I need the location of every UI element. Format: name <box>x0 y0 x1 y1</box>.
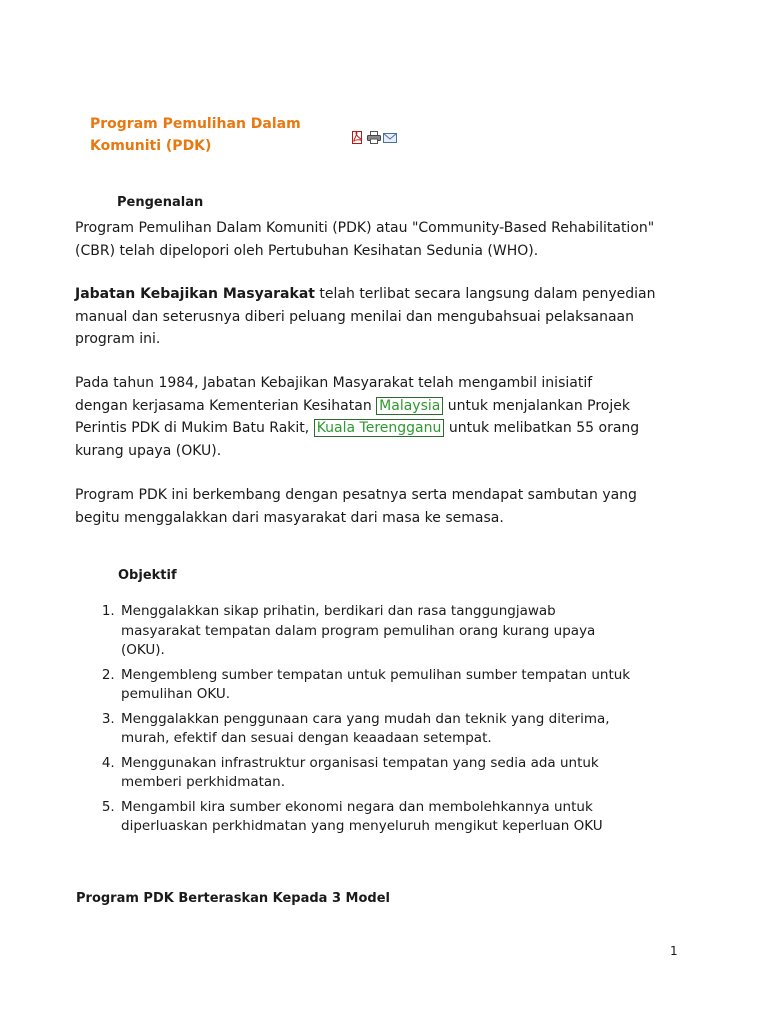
text-span: telah terlibat secara langsung dalam penyedian <box>314 286 656 302</box>
text-line: pemulihan OKU. <box>121 686 231 702</box>
objectives-list <box>75 602 739 842</box>
link-kuala-terengganu[interactable]: Kuala Terengganu <box>314 419 445 437</box>
email-icon[interactable] <box>383 129 396 142</box>
paragraph-history <box>75 372 685 462</box>
page-title <box>90 113 320 157</box>
text-line: 1. Menggalakkan sikap prihatin, berdikari dan rasa tanggungjawab <box>121 603 556 619</box>
section-heading-pengenalan: Pengenalan <box>117 195 204 210</box>
text-line: kurang upaya (OKU). <box>75 442 222 459</box>
text-line <box>75 417 685 440</box>
page-number: 1 <box>670 944 678 958</box>
text-line: 2. Mengembleng sumber tempatan untuk pemulihan sumber tempatan untuk <box>121 666 631 683</box>
text-line: masyarakat tempatan dalam program pemulihan orang kurang upaya <box>121 622 596 639</box>
text-line: (CBR) telah dipelopori oleh Pertubuhan Kesihatan Sedunia (WHO). <box>75 242 539 259</box>
print-icon[interactable] <box>367 129 380 142</box>
title-line-2: Komuniti (PDK) <box>90 138 212 154</box>
text-line: 3. Menggalakkan penggunaan cara yang mudah dan teknik yang diterima, <box>121 710 610 727</box>
text-line: (OKU). <box>121 642 165 658</box>
pdf-icon[interactable] <box>351 129 364 142</box>
text-line: diperluaskan perkhidmatan yang menyeluruh mengikut keperluan OKU <box>121 818 603 834</box>
list-item <box>119 602 739 661</box>
text-span: Perintis PDK di Mukim Batu Rakit, <box>75 420 314 436</box>
list-item <box>119 754 739 793</box>
text-line: memberi perkhidmatan. <box>121 774 286 790</box>
section-heading-objektif: Objektif <box>118 568 177 583</box>
paragraph-intro <box>75 217 685 262</box>
list-item <box>119 666 739 705</box>
list-item <box>119 798 739 837</box>
text-line: 5. Mengambil kira sumber ekonomi negara dan membolehkannya untuk <box>121 798 593 815</box>
link-malaysia[interactable]: Malaysia <box>376 397 443 415</box>
text-line <box>75 395 685 418</box>
text-line: begitu menggalakkan dari masyarakat dari masa ke semasa. <box>75 509 504 526</box>
text-line: 4. Menggunakan infrastruktur organisasi tempatan yang sedia ada untuk <box>121 754 599 771</box>
text-line <box>75 283 685 306</box>
document-actions <box>351 129 396 142</box>
text-line: manual dan seterusnya diberi peluang menilai dan mengubahsuai pelaksanaan <box>75 308 634 325</box>
text-span: untuk menjalankan Projek <box>443 397 630 414</box>
text-span: dengan kerjasama Kementerian Kesihatan <box>75 397 377 414</box>
paragraph-jkm <box>75 283 685 351</box>
bold-org-name: Jabatan Kebajikan Masyarakat <box>75 286 315 302</box>
text-line: Pada tahun 1984, Jabatan Kebajikan Masyarakat telah mengambil inisiatif <box>75 375 593 391</box>
text-span: untuk melibatkan 55 orang <box>444 420 640 436</box>
section-heading-model: Program PDK Berteraskan Kepada 3 Model <box>76 891 390 906</box>
text-line: Program PDK ini berkembang dengan pesatnya serta mendapat sambutan yang <box>75 487 637 503</box>
list-item <box>119 710 739 749</box>
text-line: Program Pemulihan Dalam Komuniti (PDK) atau "Community-Based Rehabilitation" <box>75 220 655 236</box>
paragraph-growth <box>75 484 685 529</box>
text-line: murah, efektif dan sesuai dengan keaadaan setempat. <box>121 730 492 746</box>
title-line-1: Program Pemulihan Dalam <box>90 116 301 132</box>
text-line: program ini. <box>75 331 161 347</box>
